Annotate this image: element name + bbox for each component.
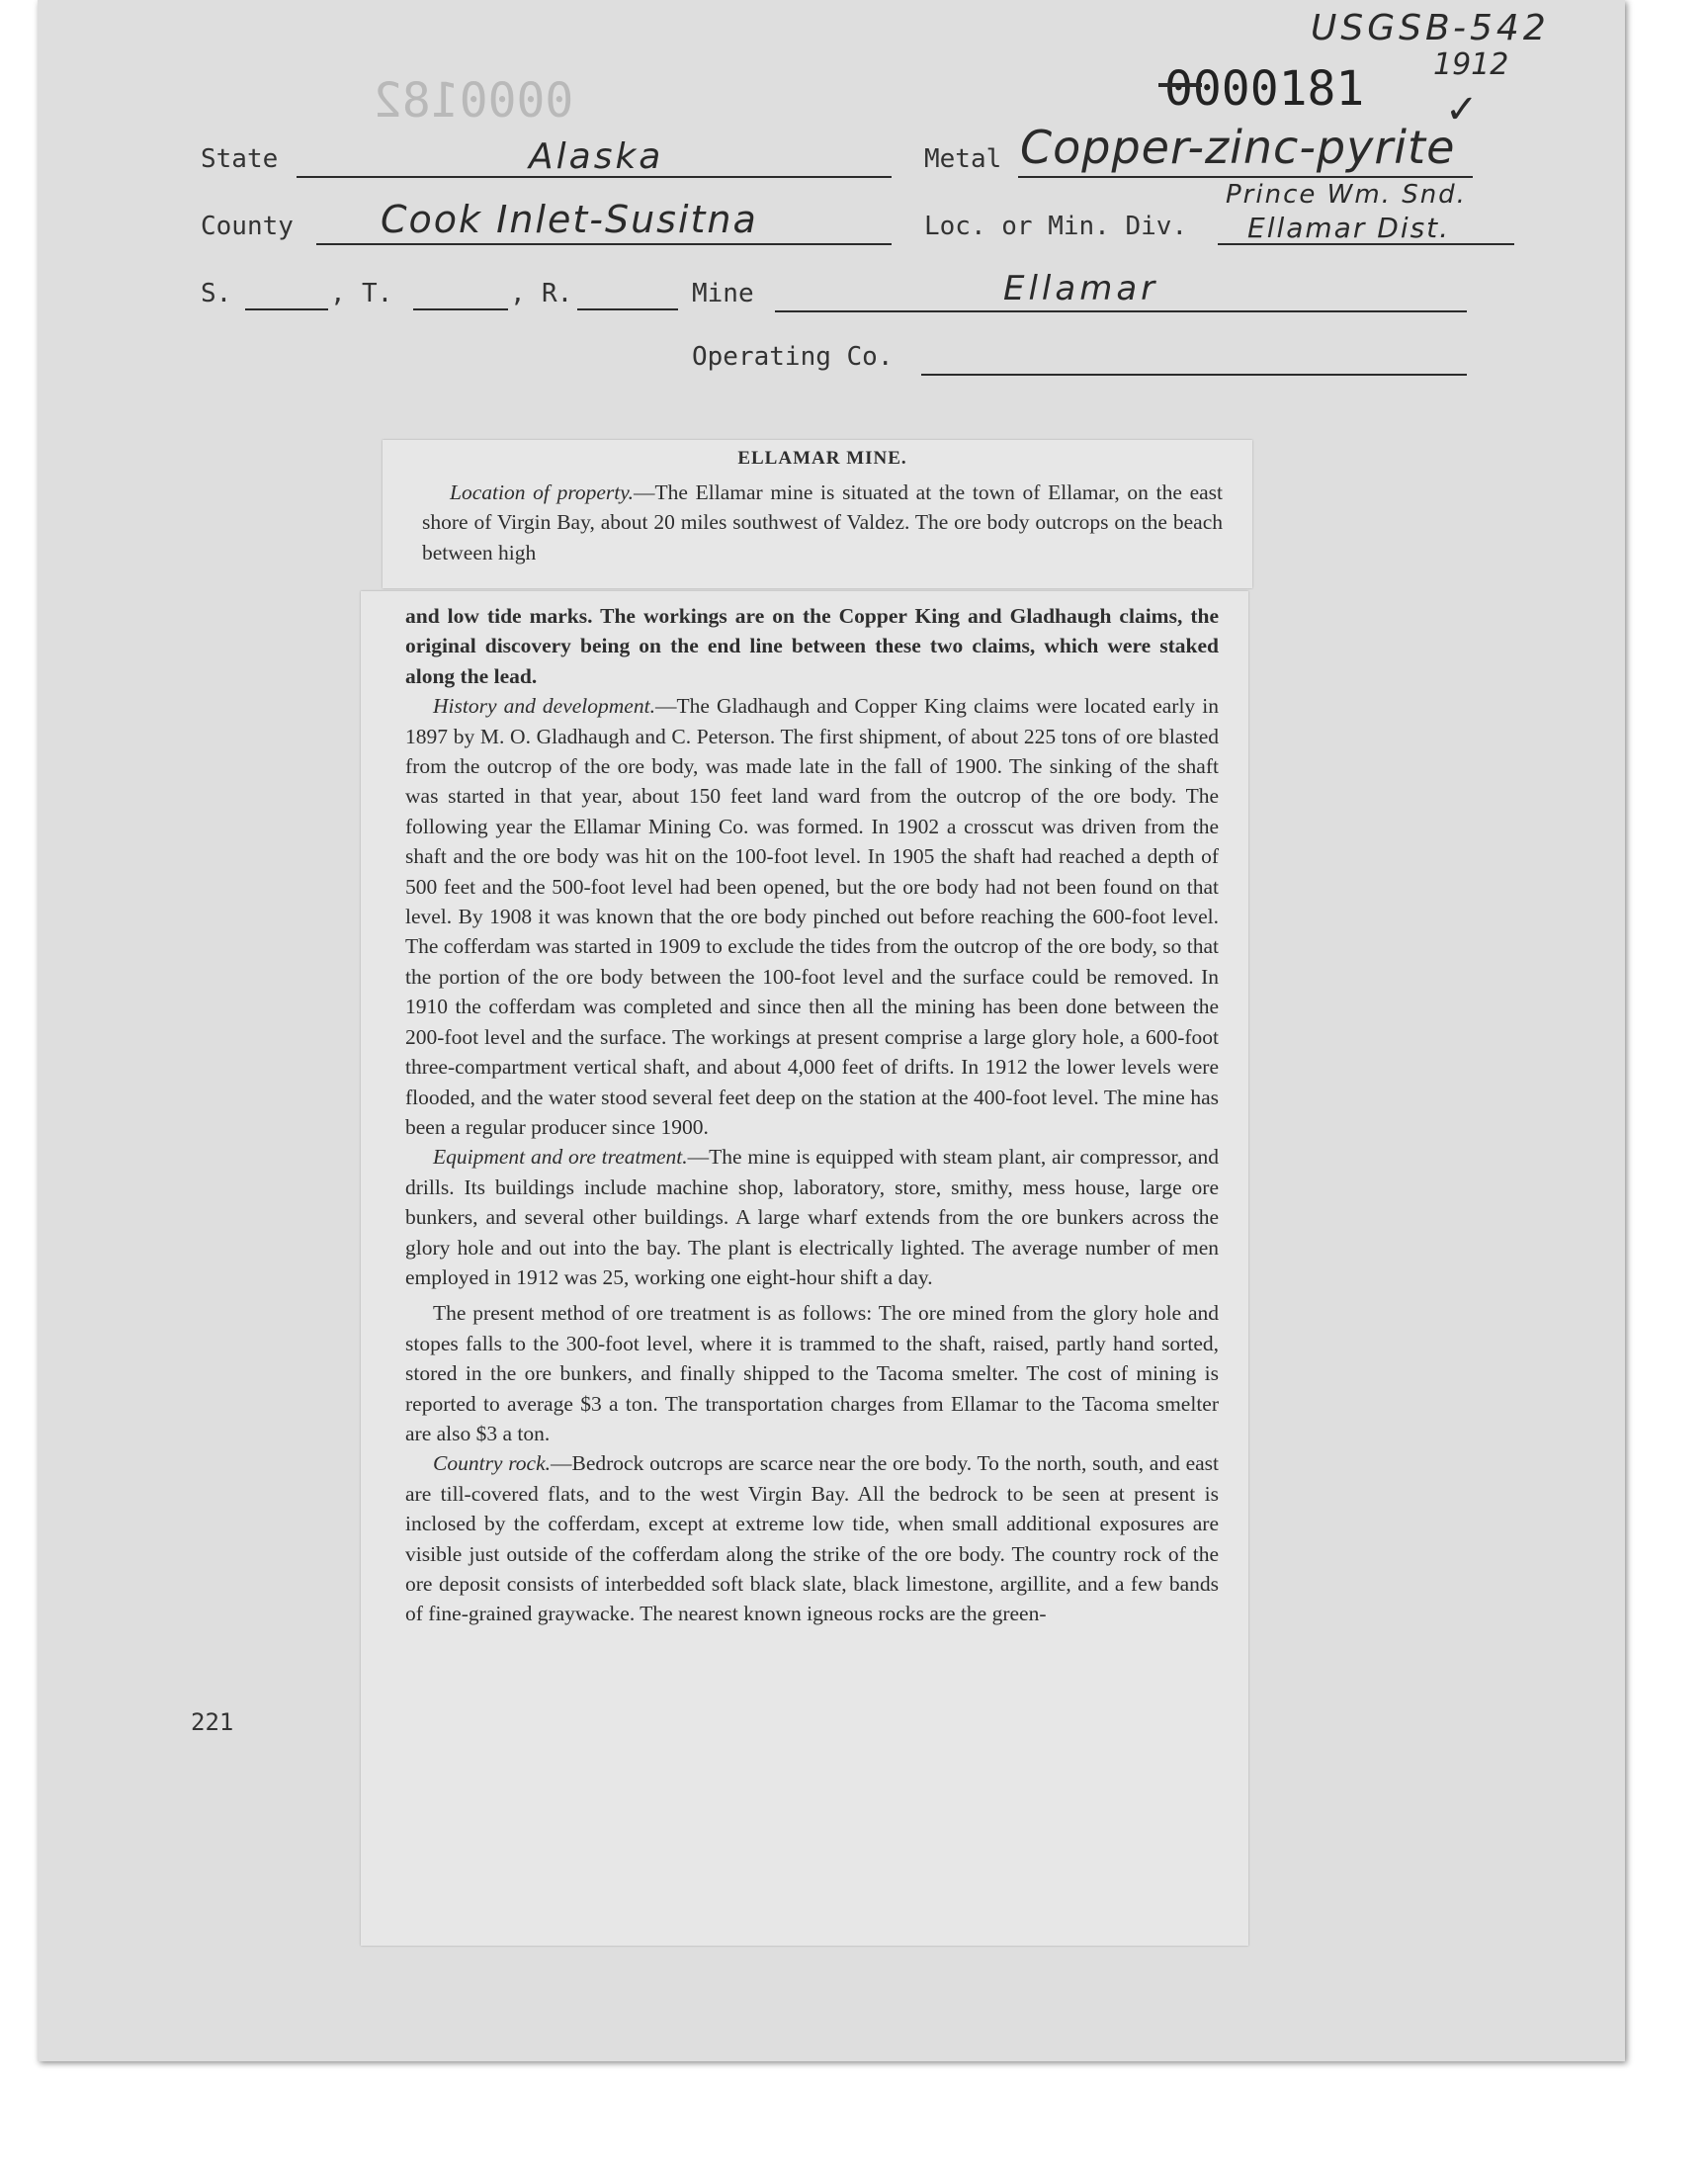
country-rock-lead: Country rock. (433, 1451, 551, 1476)
section-label: S. (201, 279, 232, 308)
doc-reference: USGSB-542 (1311, 8, 1550, 48)
history-text: —The Gladhaugh and Copper King claims were located early in 1897 by M. O. Gladhaugh and C. Peterson. The first shipment, of about 225 tons of ore blasted from the outcrop of the ore body, was made late in the fall of 1900. The sinking of the shaft was started in that year, about 150 feet land ward from the outcrop of the ore body. The following year the Ellamar Mining Co. was formed. In 1902 a crosscut was driven from the shaft and the ore body was hit on the 100-foot level. In 1905 the shaft had reached a depth of 500 feet and the 500-foot level had been opened, but the ore body had not been found on that level. By 1908 it was known that the ore body pinched out before reaching the 600-foot level. The cofferdam was started in 1909 to exclude the tides from the outcrop of the ore body, so that the portion of the ore body between the 100-foot level and the surface could be removed. In 1910 the cofferdam was completed and since then all the mining has been done between the 200-foot level and the surface. The workings at present comprise a large glory hole, a 600-foot three-compartment vertical shaft, and about 4,000 feet of drifts. In 1912 the lower levels were flooded, and the water stood several feet deep on the station at the 400-foot level. The mine has been a regular producer since 1900. (405, 694, 1219, 1139)
check-mark: ✓ (1445, 87, 1479, 132)
metal-value: Copper-zinc-pyrite (1020, 121, 1456, 174)
range-line (577, 308, 678, 310)
metal-line (1018, 176, 1473, 178)
location-text: —The Ellamar mine is situated at the town of Ellamar, on the east shore of Virgin Bay, about 20 miles southwest of Valdez. The ore body outcrops on the beach between high (422, 480, 1223, 565)
county-label: County (201, 212, 294, 241)
county-value: Cook Inlet-Susitna (381, 198, 758, 241)
loc-label: Loc. or Min. Div. (924, 212, 1188, 241)
location-continued: and low tide marks. The workings are on the Copper King and Gladhaugh claims, the original discovery being on the end line between these two claims, which were staked along the lead. (405, 604, 1219, 688)
loc-value: Ellamar Dist. (1247, 212, 1451, 244)
country-rock-text: —Bedrock outcrops are scarce near the ore body. To the north, south, and east are till-covered flats, and to the west Virgin Bay. All the bedrock to be seen at present is inclosed by the cofferdam, except at extreme low tide, when small additional exposures are visible just outside of the cofferdam along the strike of the ore body. The country rock of the ore deposit consists of interbedded soft black slate, black limestone, argillite, and a few bands of fine-grained graywacke. The nearest known igneous rocks are the green- (405, 1451, 1219, 1626)
location-lead: Location of property. (450, 480, 634, 504)
county-line (316, 243, 892, 245)
township-line (413, 308, 508, 310)
metal-label: Metal (924, 144, 1002, 174)
history-lead: History and development. (433, 694, 655, 719)
location-paragraph (422, 478, 1223, 567)
serial-strike (1158, 83, 1202, 87)
section-line (245, 308, 328, 310)
equipment-lead: Equipment and ore treatment. (433, 1145, 688, 1170)
loc-note: Prince Wm. Snd. (1226, 180, 1467, 210)
page-number: 221 (191, 1708, 234, 1736)
state-value: Alaska (529, 136, 664, 177)
serial-number: 0000181 (1164, 61, 1365, 117)
equipment-paragraph (405, 1142, 1219, 1292)
mine-value: Ellamar (1003, 269, 1159, 308)
ghost-serial-number: 0000182 (374, 73, 574, 129)
mine-line (775, 310, 1467, 312)
doc-year: 1912 (1433, 47, 1509, 82)
article-title: ELLAMAR MINE. (737, 448, 907, 469)
article-clipping-top (383, 440, 1252, 588)
treatment-paragraph: The present method of ore treatment is as follows: The ore mined from the glory hole and stopes falls to the 300-foot level, where it is trammed to the shaft, raised, partly hand sorted, stored in the ore bunkers, and finally shipped to the Tacoma smelter. The cost of mining is reported to average $3 a ton. The transportation charges from Ellamar to the Tacoma smelter are also $3 a ton. (405, 1301, 1219, 1445)
township-label: T. (362, 279, 393, 308)
section-comma: , (330, 279, 346, 308)
history-paragraph (405, 691, 1219, 1142)
operating-label: Operating Co. (692, 342, 894, 372)
mine-label: Mine (692, 279, 754, 308)
state-label: State (201, 144, 279, 174)
operating-line (921, 374, 1467, 376)
range-label: R. (542, 279, 573, 308)
equipment-text: —The mine is equipped with steam plant, air compressor, and drills. Its buildings include machine shop, laboratory, store, smithy, mess house, large ore bunkers, and several other buildings. A large wharf extends from the ore bunkers across the glory hole and out into the bay. The plant is electrically lighted. The average number of men employed in 1912 was 25, working one eight-hour shift a day. (405, 1145, 1219, 1289)
article-clipping-main (361, 591, 1248, 1946)
township-comma: , (510, 279, 526, 308)
country-rock-paragraph (405, 1448, 1219, 1628)
